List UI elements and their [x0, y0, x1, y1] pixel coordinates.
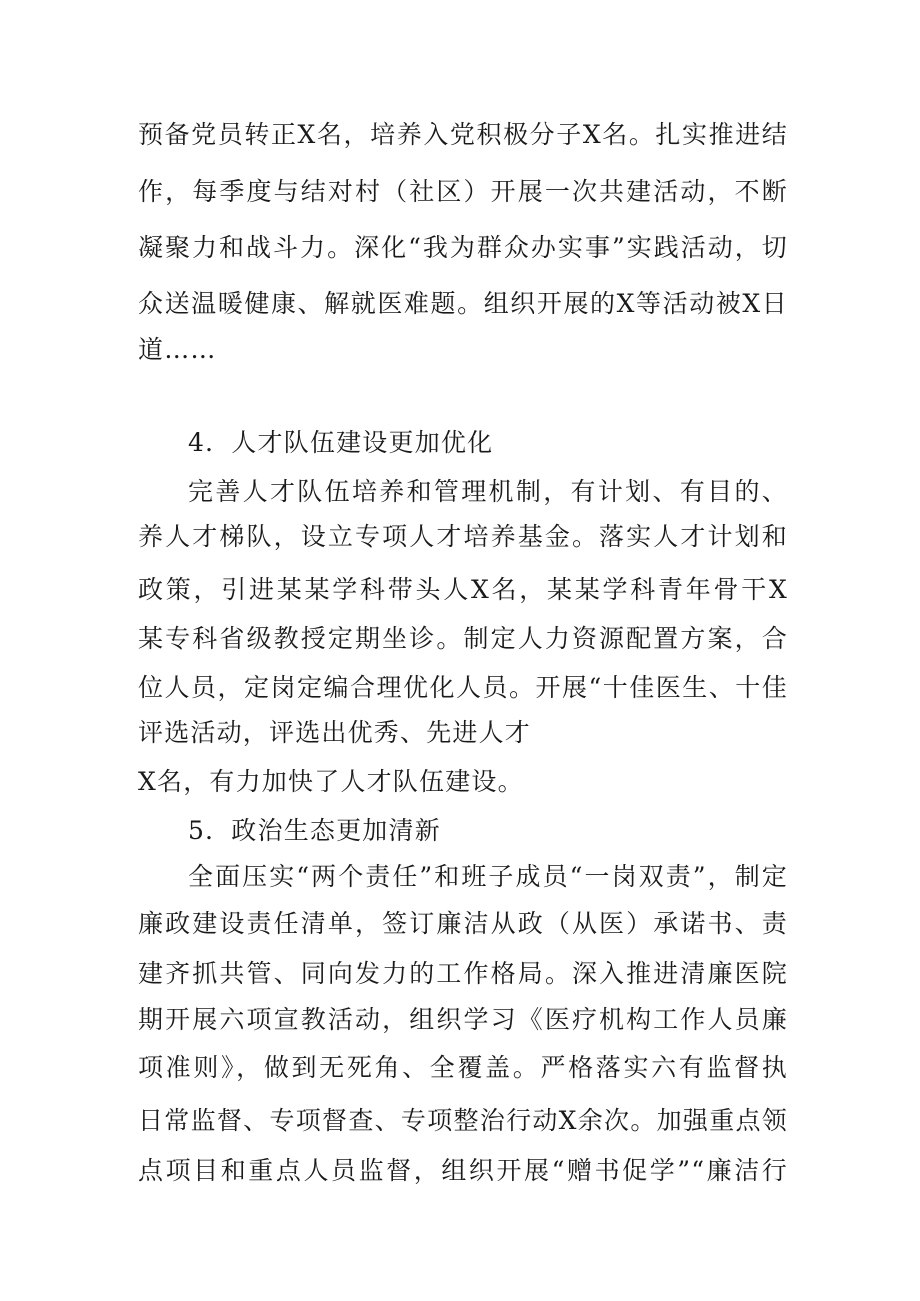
paragraph-line: 位人员，定岗定编合理优化人员。开展“十佳医生、十佳 — [138, 673, 788, 702]
paragraph-line: 日常监督、专项督查、专项整治行动X余次。加强重点领 — [138, 1106, 788, 1135]
paragraph-line: 某专科省级教授定期坐诊。制定人力资源配置方案，合 — [138, 624, 788, 653]
paragraph-line: 政策，引进某某学科带头人X名，某某学科青年骨干X — [138, 575, 788, 604]
paragraph-line: 全面压实“两个责任”和班子成员“一岗双责”，制定 — [188, 862, 788, 891]
paragraph-line: 凝聚力和战斗力。深化“我为群众办实事”实践活动，切 — [138, 233, 788, 262]
paragraph-line: 作，每季度与结对村（社区）开展一次共建活动，不断 — [138, 177, 788, 206]
paragraph-line: 项准则》，做到无死角、全覆盖。严格落实六有监督执 — [138, 1053, 788, 1082]
paragraph-line: X名，有力加快了人才队伍建设。 — [138, 767, 524, 796]
paragraph-line: 期开展六项宣教活动，组织学习《医疗机构工作人员廉 — [138, 1005, 788, 1034]
paragraph-line: 点项目和重点人员监督，组织开展“赠书促学”“廉洁行 — [138, 1156, 788, 1185]
paragraph-line: 完善人才队伍培养和管理机制，有计划、有目的、 — [188, 477, 788, 506]
paragraph-line: 建齐抓共管、同向发力的工作格局。深入推进清廉医院 — [138, 959, 788, 988]
section-heading: 4．人才队伍建设更加优化 — [188, 428, 494, 457]
section-heading: 5．政治生态更加清新 — [188, 816, 441, 845]
paragraph-line: 道…… — [138, 335, 217, 364]
paragraph-line: 预备党员转正X名，培养入党积极分子X名。扎实推进结 — [138, 120, 788, 149]
paragraph-line: 廉政建设责任清单，签订廉洁从政（从医）承诺书、责 — [138, 909, 788, 938]
paragraph-line: 众送温暖健康、解就医难题。组织开展的X等活动被X日 — [138, 289, 788, 318]
paragraph-line: 评选活动，评选出优秀、先进人才 — [138, 718, 532, 747]
paragraph-line: 养人才梯队，设立专项人才培养基金。落实人才计划和 — [138, 522, 788, 551]
